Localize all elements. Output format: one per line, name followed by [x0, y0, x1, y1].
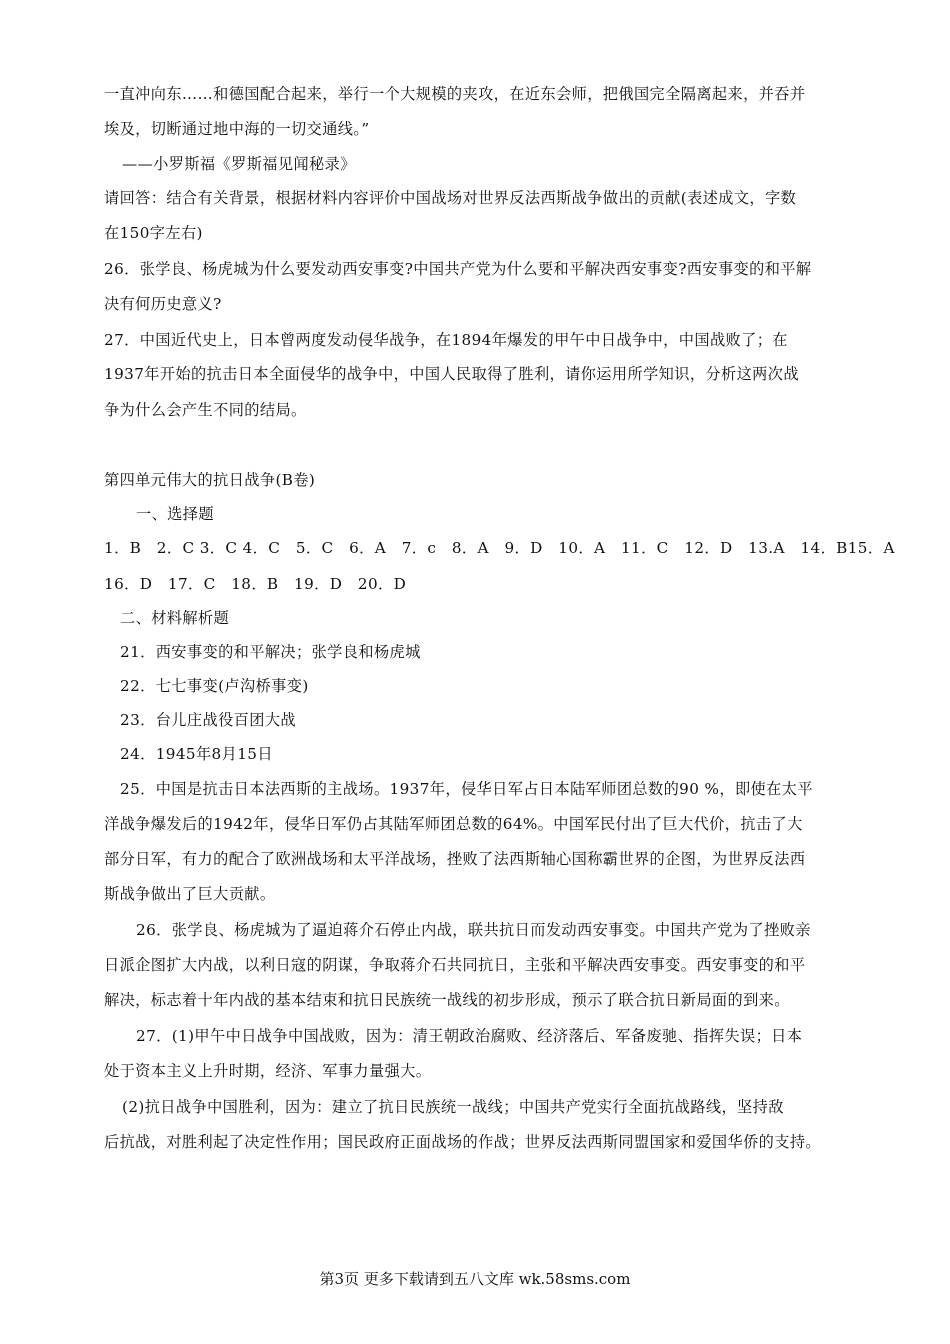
text-line: 1937年开始的抗击日本全面侵华的战争中，中国人民取得了胜利，请你运用所学知识，分析这两次战 [104, 365, 799, 383]
answer-26: 26．张学良、杨虎城为了逼迫蒋介石停止内战，联共抗日而发动西安事变。中国共产党为了挫败亲 [136, 921, 811, 939]
answer-23: 23．台儿庄战役百团大战 [120, 711, 297, 729]
text-line: 争为什么会产生不同的结局。 [104, 401, 307, 419]
text-line: 一直冲向东……和德国配合起来，举行一个大规模的夹攻，在近东会师，把俄国完全隔离起来，并吞并 [104, 85, 806, 103]
text-line: 日派企图扩大内战，以利日寇的阴谋，争取蒋介石共同抗日，主张和平解决西安事变。西安事变的和平 [104, 956, 806, 974]
answer-22: 22．七七事变(卢沟桥事变) [120, 677, 309, 695]
section-heading: 一、选择题 [136, 505, 214, 523]
text-line: 在150字左右) [104, 224, 203, 242]
question-27: 27．中国近代史上，日本曾两度发动侵华战争，在1894年爆发的甲午中日战争中，中国战败了；在 [104, 331, 788, 349]
question-26: 26．张学良、杨虎城为什么要发动西安事变?中国共产党为什么要和平解决西安事变?西安事变的和平解 [104, 260, 812, 278]
answer-21: 21．西安事变的和平解决；张学良和杨虎城 [120, 643, 421, 661]
section-heading: 二、材料解析题 [120, 609, 230, 627]
text-line: 请回答：结合有关背景，根据材料内容评价中国战场对世界反法西斯战争做出的贡献(表述成文，字数 [104, 189, 797, 207]
text-line: 后抗战，对胜利起了决定性作用；国民政府正面战场的作战；世界反法西斯同盟国家和爱国华侨的支持。 [104, 1133, 822, 1151]
quote-attribution: ——小罗斯福《罗斯福见闻秘录》 [122, 155, 356, 173]
answer-24: 24．1945年8月15日 [120, 745, 273, 763]
page-footer: 第3页 更多下载请到五八文库 wk.58sms.com [319, 1270, 631, 1288]
text-line: (2)抗日战争中国胜利，因为：建立了抗日民族统一战线；中国共产党实行全面抗战路线，坚持敌 [122, 1098, 784, 1116]
answer-27: 27．(1)甲午中日战争中国战败，因为：清王朝政治腐败、经济落后、军备废驰、指挥失误；日本 [136, 1027, 803, 1045]
text-line: 埃及，切断通过地中海的一切交通线。” [104, 120, 370, 138]
answer-line: 1．B 2．C 3．C 4．C 5．C 6．A 7．c 8．A 9．D 10．A 11．C 12．D 13.A 14．B15．A [104, 539, 895, 557]
answer-25: 25．中国是抗击日本法西斯的主战场。1937年，侵华日军占日本陆军师团总数的90 %，即使在太平 [120, 780, 813, 798]
text-line: 解决，标志着十年内战的基本结束和抗日民族统一战线的初步形成，预示了联合抗日新局面的到来。 [104, 991, 790, 1009]
text-line: 斯战争做出了巨大贡献。 [104, 885, 276, 903]
answer-line: 16．D 17．C 18．B 19．D 20．D [104, 575, 407, 593]
text-line: 处于资本主义上升时期，经济、军事力量强大。 [104, 1062, 432, 1080]
section-title: 第四单元伟大的抗日战争(B卷) [104, 471, 316, 489]
text-line: 洋战争爆发后的1942年，侵华日军仍占其陆军师团总数的64%。中国军民付出了巨大代价，抗击了大 [104, 815, 803, 833]
text-line: 部分日军，有力的配合了欧洲战场和太平洋战场，挫败了法西斯轴心国称霸世界的企图，为世界反法西 [104, 850, 806, 868]
text-line: 决有何历史意义? [104, 295, 222, 313]
